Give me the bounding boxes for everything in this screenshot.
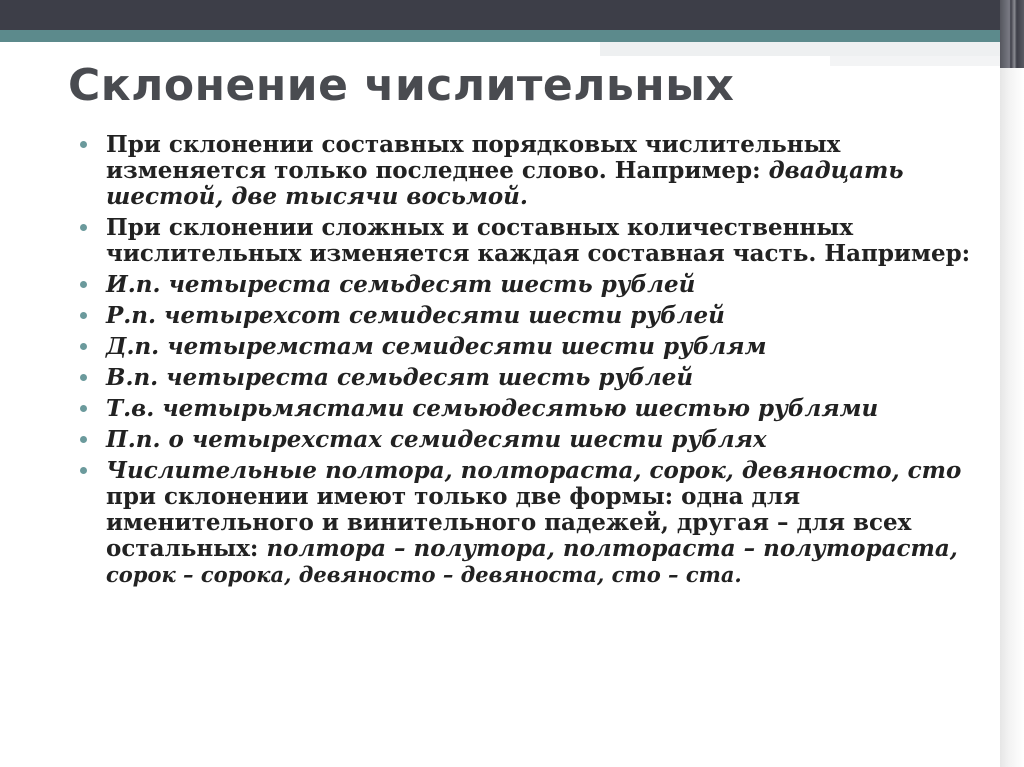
bullet-item [80,427,980,453]
bullet-icon [80,312,87,319]
bullet-text: Р.п. четырехсот семидесяти шести рублей [106,302,725,329]
bullet-icon [80,141,87,148]
bullet-text: при склонении имеют только две формы: одна для именительного и винительного падежей, другая – для всех остальных: [106,483,912,562]
right-edge-shadow [1000,0,1024,767]
bullet-item [80,458,980,588]
bullet-item [80,132,980,210]
header-band [0,0,1000,30]
bullet-icon [80,343,87,350]
slide-content [80,132,980,593]
bullet-text: П.п. о четырехстах семидесяти шести рублях [106,426,767,453]
bullet-text: Т.в. четырьмястами семьюдесятью шестью рублями [106,395,879,422]
bullet-item [80,303,980,329]
bullet-example: сорок – сорока, девяносто – девяноста, сто – ста. [106,562,742,587]
bullet-text: Д.п. четыремстам семидесяти шести рублям [106,333,767,360]
bullet-item [80,396,980,422]
bullet-item [80,215,980,267]
bullet-item [80,272,980,298]
right-header-band [1000,0,1024,68]
bullet-text: При склонении сложных и составных количественных числительных изменяется каждая составная часть. Например: [106,214,971,267]
bullet-icon [80,281,87,288]
bullet-text: И.п. четыреста семьдесят шесть рублей [106,271,696,298]
bullet-item [80,365,980,391]
bullet-example: полтора – полутора, полтораста – полутораста, [266,535,958,562]
slide-title: Склонение числительных [68,60,735,111]
bullet-list [80,132,980,588]
bullet-text: При склонении составных порядковых числительных изменяется только последнее слово. Например: [106,131,841,184]
bullet-icon [80,224,87,231]
bullet-item [80,334,980,360]
header-light-strip [600,42,1000,56]
bullet-text-italic: Числительные полтора, полтораста, сорок, девяносто, сто [106,457,962,484]
bullet-icon [80,436,87,443]
bullet-icon [80,374,87,381]
header-stripe [0,30,1000,42]
bullet-example: двадцать шестой, две тысячи восьмой. [106,157,904,210]
bullet-icon [80,405,87,412]
bullet-icon [80,467,87,474]
bullet-text: В.п. четыреста семьдесят шесть рублей [106,364,694,391]
header-light-strip-secondary [830,56,1000,66]
